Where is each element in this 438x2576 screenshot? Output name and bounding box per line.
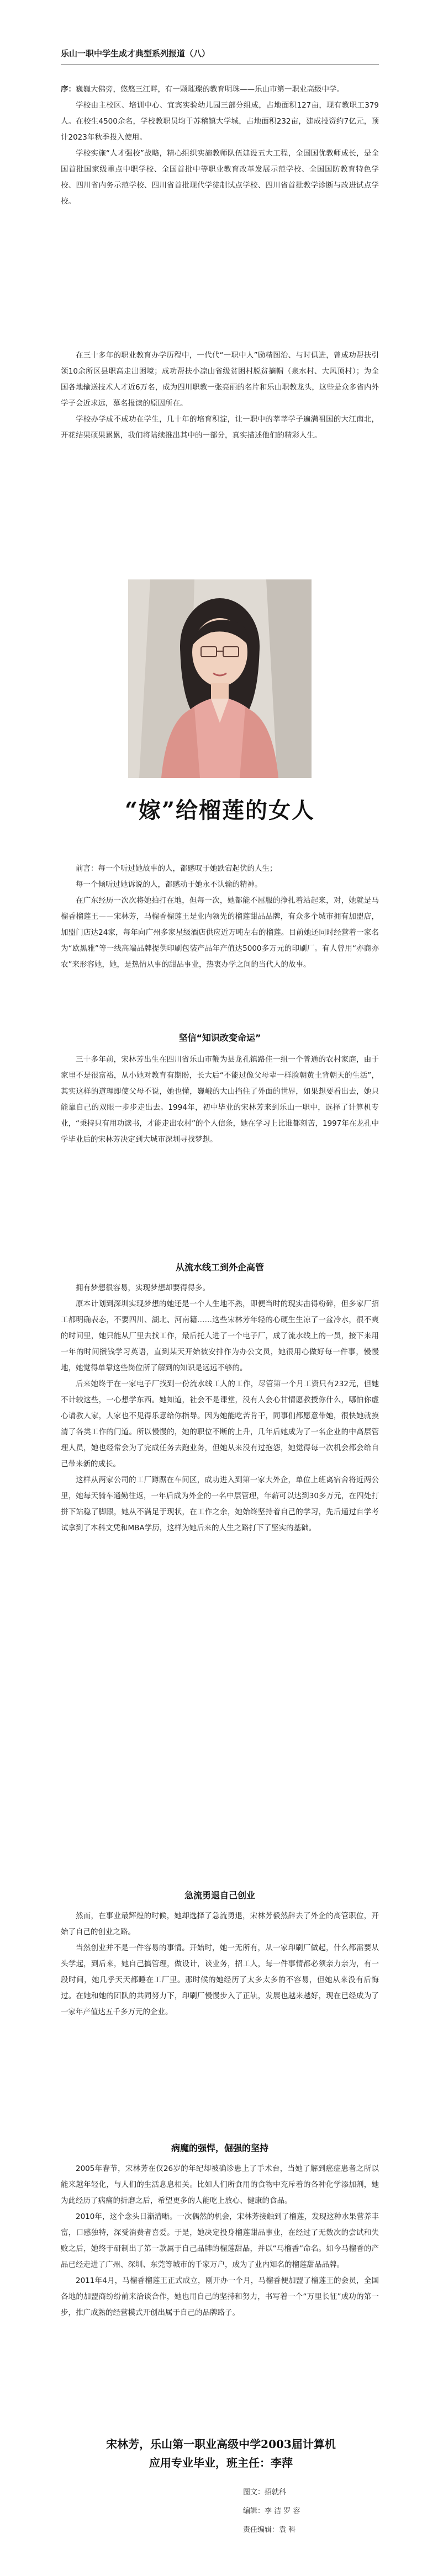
alumna-profile-line: 宋林芳，乐山第一职业高级中学2003届计算机 [106,2437,336,2451]
section-paragraph: 2010年，这个念头日渐清晰。一次偶然的机会，宋林芳接触到了榴莲，发现这种水果营养丰富，口感独特，深受消费者喜爱。于是，她决定投身榴莲甜品事业，在经过了无数次的尝试和失败之后，她终于研制出了第一款属于自己品牌的榴莲甜品，并以“马榴香”命名。如今马榴香的产品已经走进了广州、深圳、东莞等城市的千家万户，成为了业内知名的榴莲甜品品牌。 [61,2212,379,2269]
section-paragraph: 三十多年前，宋林芳出生在四川省乐山市鞭为县龙孔镇路佳一组一个普通的农村家庭，由于家里不是很富裕，从小她对教育有期盼，长大后“不能过像父母辈一样脸朝黄土背朝天的生活”，其实这样的道理即使父母不说，她也懂，巍峨的大山挡住了外面的世界，如果想要看出去，她只能靠自己的双眼一步步走出去。1994年，初中毕业的宋林芳来到乐山一职中，选择了计算机专业，“秉持只有用功读书，才能走出农村”的个人信条，她在学习上比谁都刻苦，1997年在龙孔中学毕业后的宋林芳决定到大城市深圳寻找梦想。 [61,1055,379,1144]
section-body [61,2161,379,2321]
intro-paragraph: 序：巍巍大佛旁，悠悠三江畔，有一颗璀璨的教育明珠——乐山市第一职业高级中学。 [61,85,344,94]
section-paragraph: 后来她终于在一家电子厂找到一份流水线工人的工作，尽管第一个月工资只有232元，但她不计较这些，一心想学东西。她知道，社会不是课堂，没有人会心甘情愿教授你什么，哪怕你虚心请教人家，人家也不见得乐意给你指导。因为她能吃苦肯干，同事们都愿意带她，很快她就摸清了各类工作的门道。所以慢慢的，她的职位不断的上升，几年后她成为了一名企业的中高层管理人员，她也经常会为了完成任务去跑业务，但她从来没有过抱怨，她觉得每一次机会都会给自己带来新的成长。 [61,1380,379,1468]
credits-block [243,2483,300,2540]
alumna-profile [83,2435,359,2472]
section-paragraph: 原本计划到深圳实现梦想的她还是一个人生地不熟，即便当时的现实击得粉碎，但多家厂招工都明确表态，不要四川、湖北、河南籍……这些宋林芳年轻的心硬生生凉了一盆冷水，很不爽的时间里，她只能从厂里去找工作，最后托人进了一个电子厂，成了流水线上的一员，接下来用一年的时间攒钱学习英语，直到某天开始被安排作为办公文员，她很用心做好每一件事，慢慢地，她觉得单靠这些岗位所了解到的知识是远远不够的。 [61,1300,379,1372]
history-section [61,348,379,444]
section-paragraph: 2005年春节，宋林芳在仅26岁的年纪却被确诊患上了手术台，当她了解到癌症患者之所以能来越年轻化，与人们的生活息息相关。比如人们所食用的食物中充斥着的各种化学添加剂，她为此经历了病痛的折磨之后，希望更多的人能吃上放心、健康的食品。 [61,2164,379,2205]
section-body [61,1908,379,2020]
intro-section [61,82,379,210]
title-divider [61,64,379,65]
section-paragraph: 这样从两家公司的工厂蹲踞在车间区，成功进入到第一家大外企，单位上班离宿舍将近两公里，她每天骑车通勤往返，一年后成为外企的一名中层管理，年薪可以达到30多万元，在四处打拼下站稳了脚跟，她从不满足于现状，在工作之余，她始终坚持着自己的学习，先后通过自学考试拿到了本科文凭和MBA学历，这样为她后来的人生之路打下了坚实的基础。 [61,1476,379,1532]
portrait-photo [128,579,312,778]
section-heading: 急流勇退自己创业 [184,1890,255,1901]
preface-section [61,861,379,973]
portrait-illustration [128,579,312,778]
article-series-title: 乐山一职中学生成才典型系列报道（八） [61,49,210,58]
intro-paragraph: 学校实施“人才强校”战略，精心组织实施教师队伍建设五大工程，全国国优教师成长，是全国首批国家级重点中职学校、全国首批中等职业教育改革发展示范学校、全国国防教育特色学校、四川省内务示范学校、四川省首批现代学徒制试点学校、四川省首批教学诊断与改进试点学校。 [61,149,379,206]
credit-row: 责任编辑：袁 科 [243,2526,296,2534]
intro-paragraph: 学校由主校区、培训中心、宜宾实验幼儿园三部分组成，占地面积127亩，现有教职工379人。在校生4500余名，学校教职员均于苏稽镇大学城，占地面积232亩，建成投资约7亿元，预计2023年秋季投入使用。 [61,101,379,142]
alumna-profile-line: 应用专业毕业，班主任：李萍 [149,2456,293,2469]
credit-row: 图文：招就科 [243,2488,287,2497]
section-body [61,1052,379,1148]
section-heading: 坚信“知识改变命运” [178,1032,261,1043]
section-paragraph: 当然创业并不是一件容易的事情。开始时，她一无所有，从一家印刷厂做起，什么都需要从头学起，到后来，她自己搞管理，做设计，谈业务，招工人，每一件事情都必须亲力亲为，有一段时间，她几乎天天都睡在工厂里。那时候的她经历了太多太多的不容易，但她从来没有后悔过。在她和她的团队的共同努力下，印刷厂慢慢步入了正轨，发展也越来越好，现在已经成为了一家年产值达五千多万元的企业。 [61,1944,379,2016]
article-headline: “嫁”给榴莲的女人 [124,797,315,823]
section-paragraph: 拥有梦想很容易，实现梦想却要得得多。 [76,1284,210,1292]
section-heading: 病魔的强悍，倔强的坚持 [171,2143,268,2153]
credit-row: 编辑：李 洁 罗 容 [243,2507,300,2515]
intro-label: 序： [61,85,76,94]
section-body [61,1280,379,1536]
preface-paragraph: 在广东经历一次次将她拍打在地，但每一次，她都能不屈服的挣扎着站起来，对，她就是马榴香榴莲王——宋林芳，马榴香榴莲王是业内领先的榴莲甜品品牌，有众多个城市拥有加盟店，加盟门店达24家，每年向广州多家星级酒店供应近万吨左右的榴莲。目前她还同时经营着一家名为“欧黑雅”等一线高端品牌提供印刷包装产品年产值达5000多万元的印刷厂。有人曾用“亦商亦农”来形容她，她，是热情从事的甜品事业，热衷办学之间的当代人的故事。 [61,896,379,969]
intro-paragraph: 学校办学成不成功在学生，几十年的培育积淀，让一职中的莘莘学子遍满祖国的大江南北，开花结果硕果累累，我们将陆续推出其中的一部分，真实描述他们的精彩人生。 [61,415,379,440]
section-paragraph: 2011年4月，马榴香榴莲王正式成立，刚开办一个月，马榴香便加盟了榴莲王的会员，全国各地的加盟商纷纷前来洽谈合作，她也用自己的坚持和努力，书写着一个“万里长征”成功的第一步，推广成熟的经营模式开创出属于自己的品牌路子。 [61,2276,379,2317]
section-heading: 从流水线工到外企高管 [175,1262,264,1273]
preface-paragraph: 每一个倾听过她诉说的人，都感动于她永不认输的精神。 [76,880,262,889]
section-paragraph: 然而，在事业最辉煌的时候，她却选择了急流勇退，宋林芳毅然辞去了外企的高管职位，开始了自己的创业之路。 [61,1912,379,1936]
intro-paragraph: 在三十多年的职业教育办学历程中，一代代“一职中人”励精图治、与时俱进，曾成功帮扶引领10余所区县职高走出困境；成功帮扶小凉山省级贫困村脱贫摘帽（泉水村、大风顶村）；为全国各地输送技术人才近6万名，成为四川职教一张亮丽的名片和乐山职教龙头，这些是众多省内外学子会近求远，慕名报读的原因所在。 [61,351,379,408]
preface-paragraph: 前言：每一个听过她故事的人，都感叹于她跌宕起伏的人生； [76,864,277,873]
